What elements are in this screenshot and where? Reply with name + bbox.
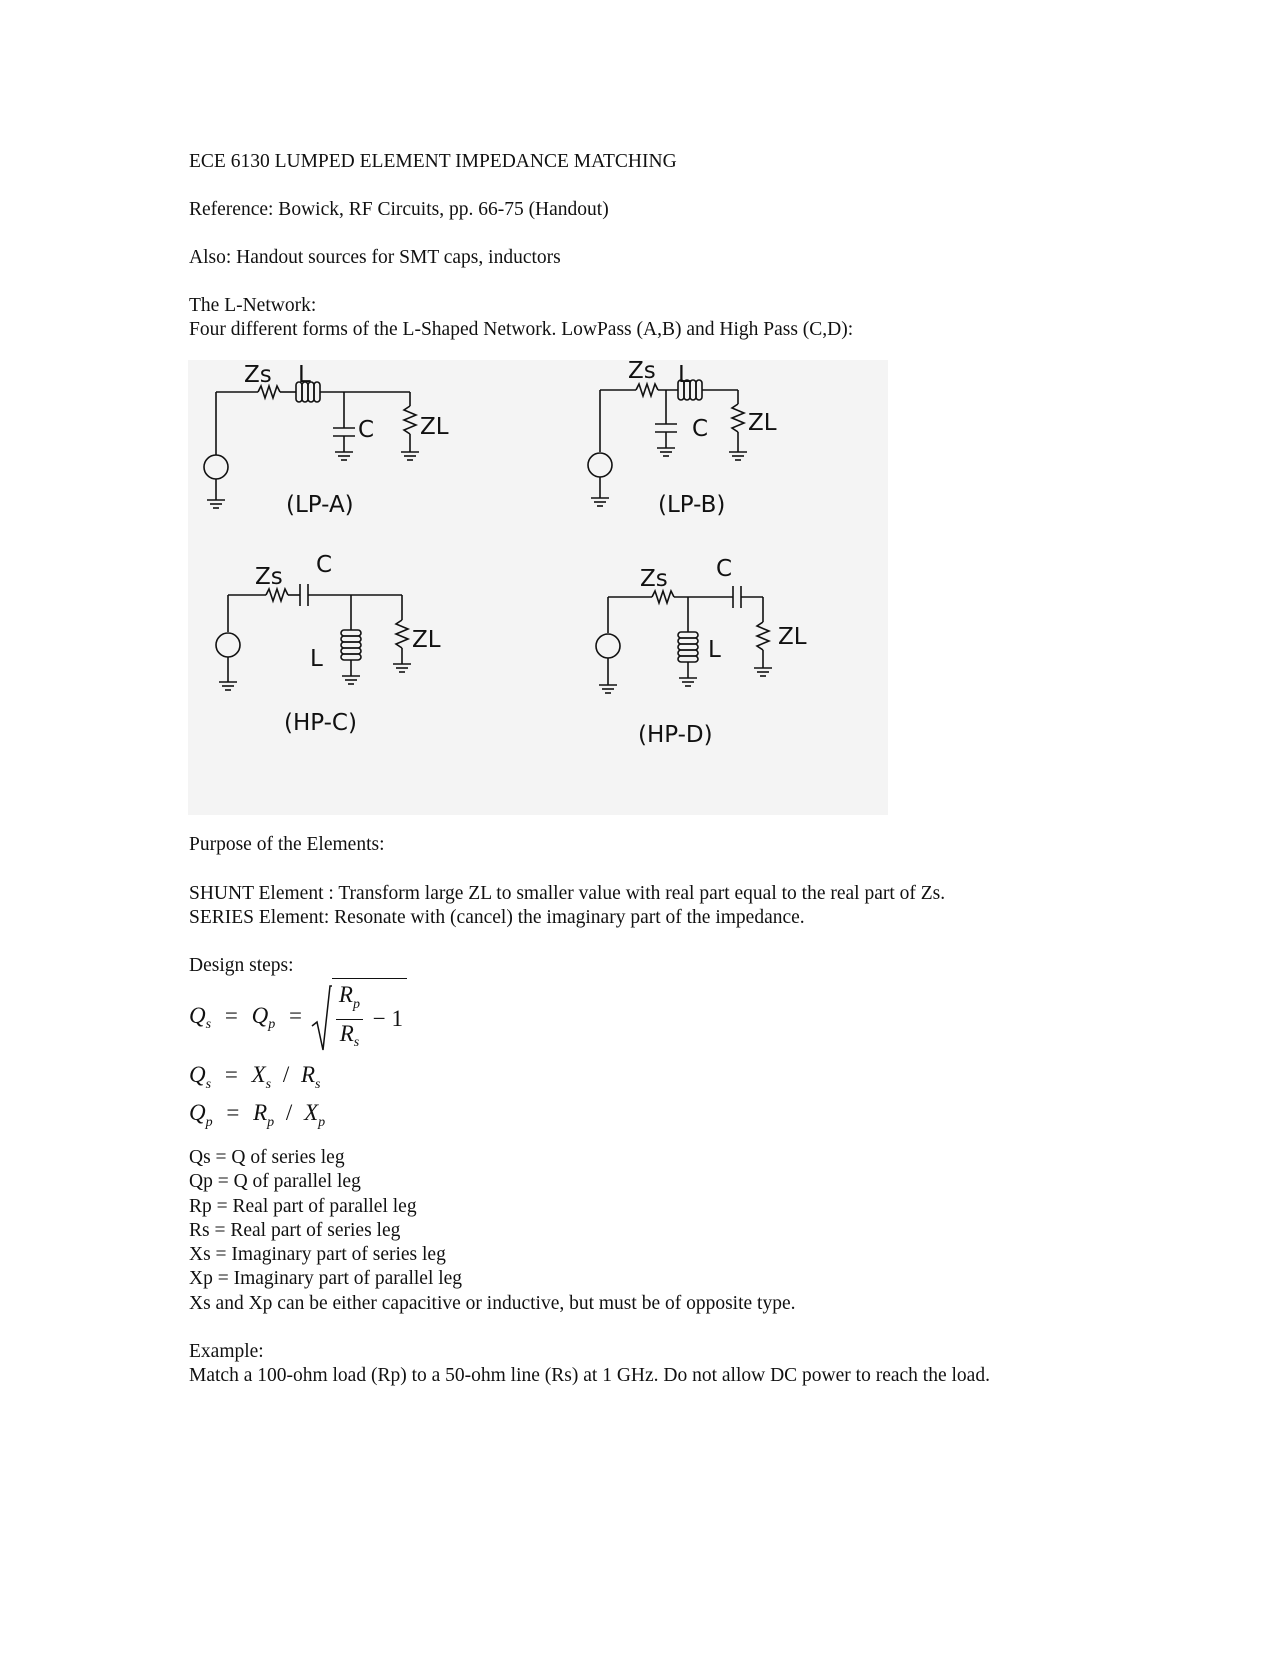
hp-c-zl-label: ZL <box>412 627 441 653</box>
also-line: Also: Handout sources for SMT caps, inductors <box>189 247 561 268</box>
definition-item: Qs = Q of series leg <box>189 1147 345 1168</box>
lnetwork-heading: The L-Network: <box>189 295 317 316</box>
lp-a-l-label: L <box>298 362 311 388</box>
lnetwork-description: Four different forms of the L-Shaped Network. LowPass (A,B) and High Pass (C,D): <box>189 319 854 340</box>
equation-q-sqrt: $Q_s = Q_p$ = $\frac{R_p}{R_s}$ − 1 <box>189 980 407 1050</box>
circuit-lp-b <box>588 380 747 506</box>
caption-hp-c: (HP-C) <box>284 710 357 736</box>
hp-c-l-label: L <box>310 646 323 672</box>
hp-c-zs-label: Zs <box>255 564 283 590</box>
lp-a-zl-label: ZL <box>420 414 449 440</box>
lp-b-c-label: C <box>692 416 709 442</box>
reference-line: Reference: Bowick, RF Circuits, pp. 66-75 (Handout) <box>189 199 609 220</box>
definition-item: Xp = Imaginary part of parallel leg <box>189 1268 463 1290</box>
radical-sign <box>310 984 332 1054</box>
lp-a-zs-label: Zs <box>244 362 272 388</box>
example-text: Match a 100-ohm load (Rp) to a 50-ohm line (Rs) at 1 GHz. Do not allow DC power to reach the load. <box>189 1365 990 1386</box>
doc-title: ECE 6130 LUMPED ELEMENT IMPEDANCE MATCHING <box>189 151 677 172</box>
definition-item: Qp = Q of parallel leg <box>189 1171 361 1193</box>
caption-lp-b: (LP-B) <box>658 492 726 518</box>
example-heading: Example: <box>189 1341 264 1362</box>
definition-item: Xs and Xp can be either capacitive or inductive, but must be of opposite type. <box>189 1292 796 1314</box>
lp-b-zl-label: ZL <box>748 410 777 436</box>
hp-d-c-label: C <box>716 556 733 582</box>
hp-d-zl-label: ZL <box>778 624 807 650</box>
equation-qs: $Q_s = X_s / R_s$ <box>189 1062 321 1092</box>
caption-hp-d: (HP-D) <box>638 722 713 748</box>
hp-c-c-label: C <box>316 552 333 578</box>
lp-b-l-label: L <box>678 362 691 388</box>
caption-lp-a: (LP-A) <box>286 492 354 518</box>
purpose-heading: Purpose of the Elements: <box>189 834 385 855</box>
circuit-lp-a <box>204 382 419 508</box>
definition-item: Xs = Imaginary part of series leg <box>189 1244 446 1266</box>
shunt-element-line: SHUNT Element : Transform large ZL to smaller value with real part equal to the real part of Zs. <box>189 883 946 904</box>
design-steps-heading: Design steps: <box>189 955 294 976</box>
definition-item: Rp = Real part of parallel leg <box>189 1195 417 1217</box>
circuit-hp-c <box>216 584 411 690</box>
equation-qp: $Q_p = R_p / X_p$ <box>189 1100 326 1130</box>
hp-d-l-label: L <box>708 637 721 663</box>
definitions-list <box>189 1146 796 1316</box>
lp-b-zs-label: Zs <box>628 360 656 384</box>
lp-a-c-label: C <box>358 417 375 443</box>
series-element-line: SERIES Element: Resonate with (cancel) the imaginary part of the impedance. <box>189 907 805 928</box>
l-network-figure <box>188 360 888 815</box>
definition-item: Rs = Real part of series leg <box>189 1219 401 1241</box>
hp-d-zs-label: Zs <box>640 566 668 592</box>
circuit-hp-d <box>596 586 772 693</box>
